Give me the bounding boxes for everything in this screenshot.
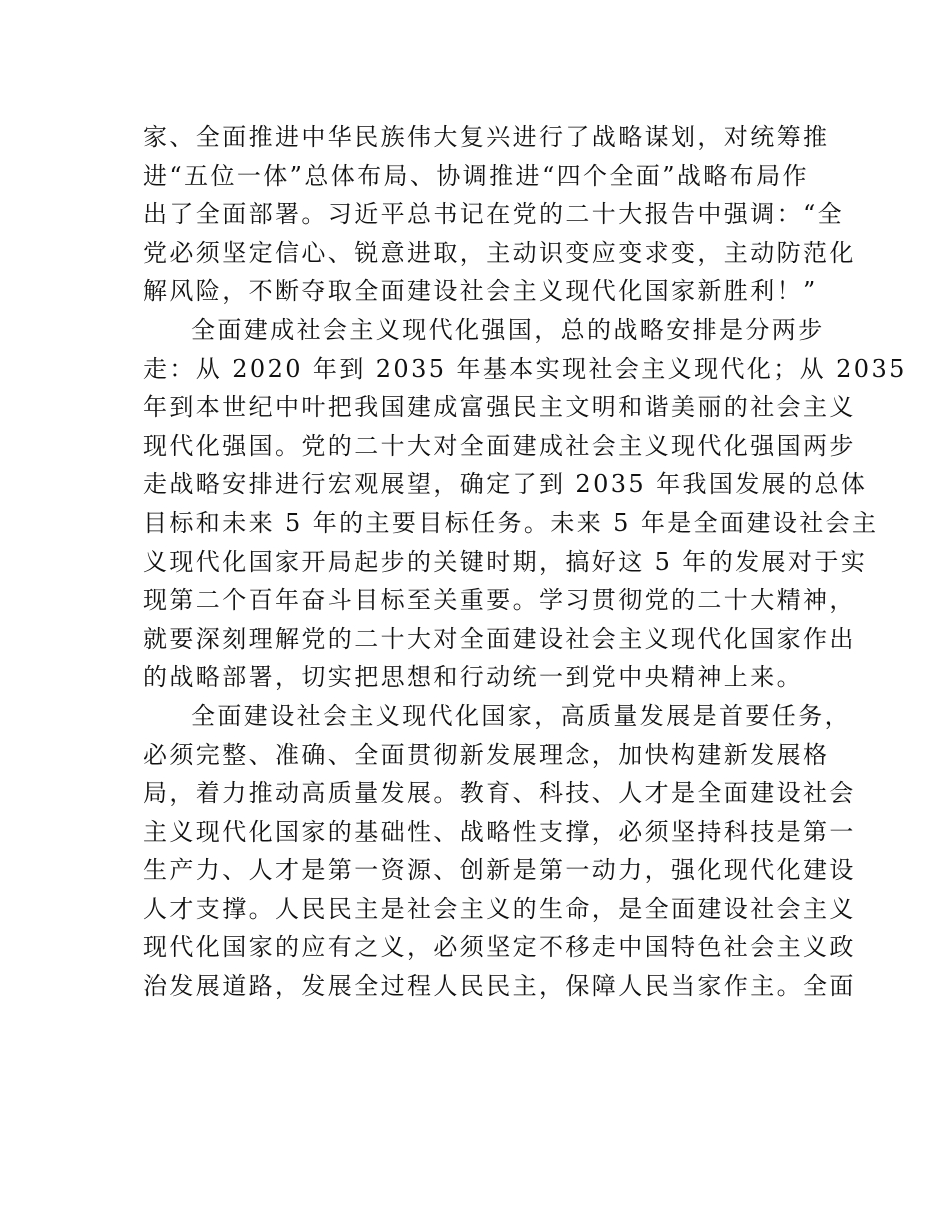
text-line: 进“五位一体”总体布局、协调推进“四个全面”战略布局作 [143,161,809,190]
text-line: 走战略安排进行宏观展望，确定了到 2035 年我国发展的总体 [143,470,868,499]
text-line: 目标和未来 5 年的主要目标任务。未来 5 年是全面建设社会主 [143,508,879,537]
text-line: 现代化强国。党的二十大对全面建成社会主义现代化强国两步 [143,431,856,460]
document-body [143,118,907,1006]
text-line: 家、全面推进中华民族伟大复兴进行了战略谋划，对统筹推 [143,123,830,151]
text-line: 解风险，不断夺取全面建设社会主义现代化国家新胜利！” [143,277,818,306]
text-line: 全面建设社会主义现代化国家，高质量发展是首要任务， [191,701,851,730]
paragraph-3 [143,697,856,1006]
text-line: 生产力、人才是第一资源、创新是第一动力，强化现代化建设 [143,856,856,885]
text-line: 全面建成社会主义现代化强国，总的战略安排是分两步 [191,315,825,344]
text-line: 就要深刻理解党的二十大对全面建设社会主义现代化国家作出 [143,624,856,653]
text-line: 年到本世纪中叶把我国建成富强民主文明和谐美丽的社会主义 [143,393,856,422]
text-line: 义现代化国家开局起步的关键时期，搞好这 5 年的发展对于实 [143,547,868,576]
text-line: 现代化国家的应有之义，必须坚定不移走中国特色社会主义政 [143,933,856,962]
paragraph-2 [143,311,907,697]
text-line: 现第二个百年奋斗目标至关重要。学习贯彻党的二十大精神， [143,586,856,615]
paragraph-1 [143,118,856,311]
text-line: 人才支撑。人民民主是社会主义的生命，是全面建设社会主义 [143,894,856,923]
text-line: 出了全面部署。习近平总书记在党的二十大报告中强调：“全 [143,200,845,229]
text-line: 走：从 2020 年到 2035 年基本实现社会主义现代化；从 2035 [143,354,907,383]
text-line: 必须完整、准确、全面贯彻新发展理念，加快构建新发展格 [143,740,830,769]
text-line: 主义现代化国家的基础性、战略性支撑，必须坚持科技是第一 [143,817,856,846]
text-line: 治发展道路，发展全过程人民民主，保障人民当家作主。全面 [143,972,856,1001]
text-line: 党必须坚定信心、锐意进取，主动识变应变求变，主动防范化 [143,238,856,267]
text-line: 的战略部署，切实把思想和行动统一到党中央精神上来。 [143,663,803,692]
text-line: 局，着力推动高质量发展。教育、科技、人才是全面建设社会 [143,779,856,808]
